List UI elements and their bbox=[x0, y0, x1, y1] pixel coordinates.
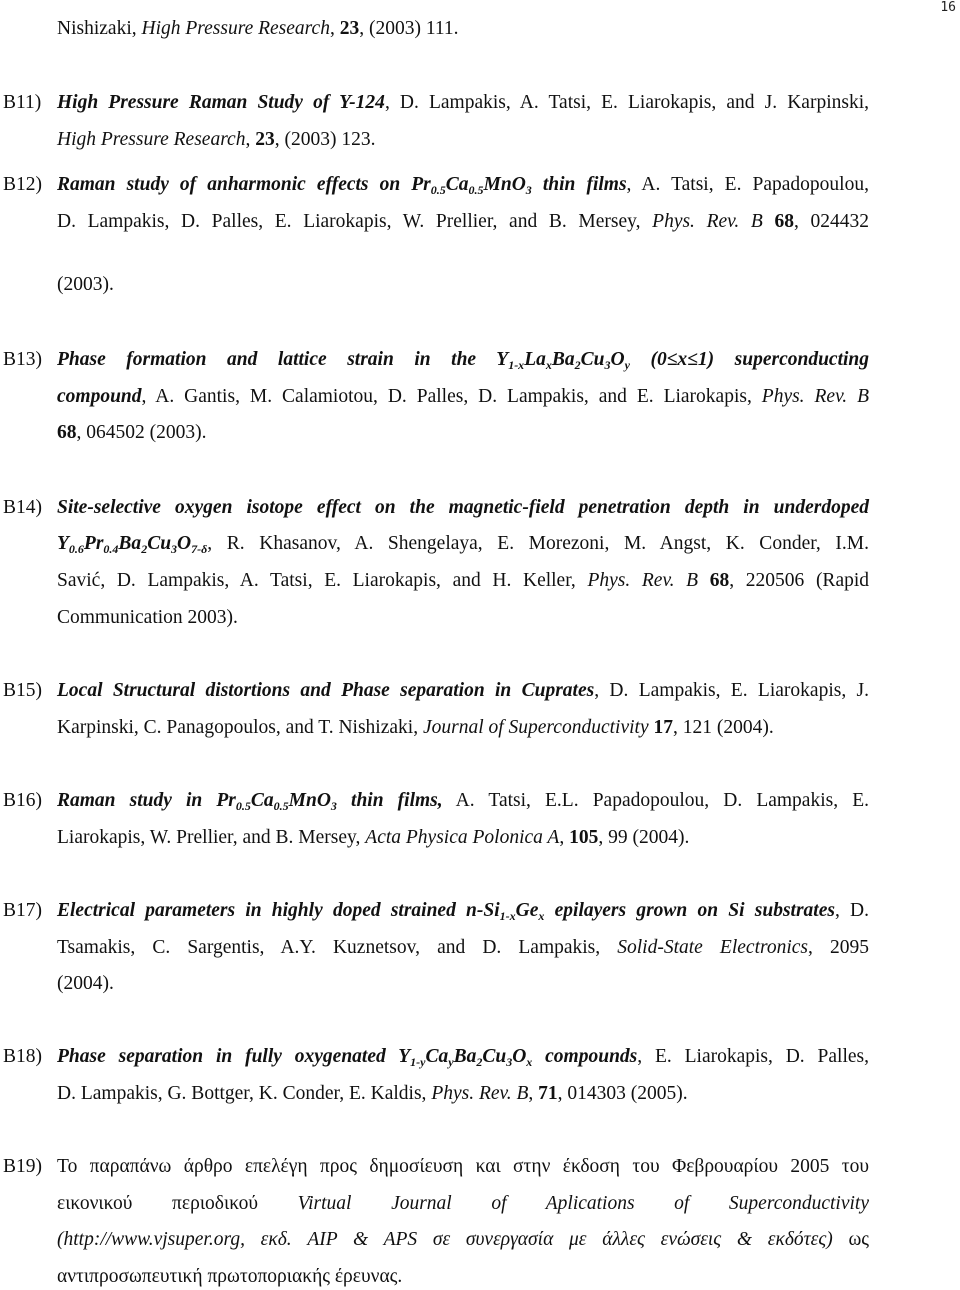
text-run: Journal of Superconductivity bbox=[422, 717, 649, 738]
text-run: Ca bbox=[250, 790, 274, 811]
text-run: , 220506 (Rapid bbox=[729, 570, 870, 591]
reference-line bbox=[57, 385, 869, 409]
reference-line bbox=[57, 1228, 869, 1252]
text-run: , D. bbox=[834, 900, 870, 921]
text-run: High Pressure Research bbox=[57, 129, 246, 150]
reference-line bbox=[57, 606, 869, 630]
text-run: Ba bbox=[453, 1046, 477, 1067]
reference-line bbox=[57, 17, 869, 41]
subscript: 1-x bbox=[499, 909, 516, 923]
text-run: , bbox=[528, 1083, 539, 1104]
text-run: , bbox=[329, 18, 340, 39]
text-run: 68 bbox=[774, 211, 794, 232]
subscript: 2 bbox=[141, 542, 148, 556]
text-run: , 014303 (2005). bbox=[557, 1083, 688, 1104]
text-run: , D. Lampakis, E. Liarokapis, J. bbox=[594, 680, 869, 701]
text-run: (http://www.vjsuper.org, εκδ. AIP & APS σε συνεργασία με άλλες ενώσεις & εκδότες) bbox=[57, 1229, 833, 1250]
text-run: Phys. Rev. B bbox=[761, 386, 870, 407]
reference-line bbox=[57, 679, 869, 703]
text-run: Acta Physica Polonica A bbox=[365, 827, 560, 848]
text-run: (2004). bbox=[57, 973, 114, 994]
reference-line bbox=[57, 936, 869, 960]
subscript: x bbox=[538, 909, 545, 923]
text-run: 105 bbox=[569, 827, 599, 848]
text-run bbox=[698, 570, 710, 591]
text-run: compounds bbox=[532, 1046, 638, 1067]
text-run: Solid-State Electronics bbox=[617, 937, 809, 958]
subscript: 2 bbox=[476, 1055, 483, 1069]
reference-line bbox=[57, 569, 869, 593]
text-run: Ca bbox=[425, 1046, 449, 1067]
text-run: , (2003) 111. bbox=[359, 18, 459, 39]
subscript: x bbox=[545, 358, 552, 372]
reference-line bbox=[57, 972, 869, 996]
text-run: (0≤x≤1) superconducting bbox=[629, 349, 869, 370]
subscript: x bbox=[526, 1055, 533, 1069]
text-run: , A. Gantis, M. Calamiotou, D. Palles, D. Lampakis, and E. Liarokapis, bbox=[141, 386, 762, 407]
text-run: MnO bbox=[483, 174, 526, 195]
subscript: 7-δ bbox=[191, 542, 208, 556]
text-run: Nishizaki, bbox=[57, 18, 142, 39]
text-run: 23 bbox=[255, 129, 275, 150]
reference-line bbox=[57, 128, 869, 152]
reference-line bbox=[57, 421, 869, 445]
reference-line bbox=[57, 789, 869, 813]
page-number: 16 bbox=[940, 0, 956, 15]
text-run: Phys. Rev. B bbox=[587, 570, 699, 591]
reference-label: B11) bbox=[3, 92, 42, 113]
reference-line bbox=[57, 1155, 869, 1179]
reference-line bbox=[57, 273, 869, 297]
text-run: 23 bbox=[339, 18, 360, 39]
reference-line bbox=[57, 1045, 869, 1069]
subscript: 3 bbox=[604, 358, 611, 372]
text-run: Karpinski, C. Panagopoulos, and T. Nishizaki, bbox=[57, 717, 423, 738]
text-run: Pr bbox=[83, 533, 104, 554]
text-run: ως bbox=[832, 1229, 870, 1250]
reference-line bbox=[57, 91, 869, 115]
text-run: Phase formation and lattice strain in the Y bbox=[57, 349, 509, 370]
reference-label: B19) bbox=[3, 1156, 42, 1177]
reference-line bbox=[57, 1082, 869, 1106]
subscript: 3 bbox=[171, 542, 178, 556]
subscript: 3 bbox=[525, 183, 532, 197]
text-run: Y bbox=[57, 533, 69, 554]
subscript: 0.5 bbox=[430, 183, 446, 197]
reference-line bbox=[57, 716, 869, 740]
subscript: 1-x bbox=[508, 358, 525, 372]
text-run: MnO bbox=[288, 790, 331, 811]
text-run: (2003). bbox=[57, 274, 114, 295]
reference-label: B16) bbox=[3, 790, 42, 811]
text-run: D. Lampakis, G. Bottger, K. Conder, E. Kaldis, bbox=[57, 1083, 432, 1104]
reference-line bbox=[57, 1192, 869, 1216]
text-run: D. Lampakis, D. Palles, E. Liarokapis, W. Prellier, and B. Mersey, bbox=[57, 211, 653, 232]
text-run: Cu bbox=[482, 1046, 507, 1067]
text-run: O bbox=[610, 349, 625, 370]
text-run: , E. Liarokapis, D. Palles, bbox=[637, 1046, 869, 1067]
subscript: 0.6 bbox=[68, 542, 84, 556]
text-run: Ca bbox=[445, 174, 469, 195]
text-run: Local Structural distortions and Phase separation in Cuprates bbox=[57, 680, 595, 701]
subscript: 0.5 bbox=[235, 799, 251, 813]
text-run: Ba bbox=[551, 349, 575, 370]
reference-label: B14) bbox=[3, 497, 42, 518]
reference-label: B13) bbox=[3, 349, 42, 370]
subscript: 1-y bbox=[410, 1055, 426, 1069]
reference-line bbox=[57, 348, 869, 372]
reference-label: B18) bbox=[3, 1046, 42, 1067]
text-run: thin films, bbox=[336, 790, 443, 811]
subscript: 3 bbox=[330, 799, 337, 813]
text-run: Phys. Rev. B bbox=[652, 211, 763, 232]
text-run: High Pressure Research bbox=[141, 18, 330, 39]
subscript: 0.4 bbox=[103, 542, 119, 556]
text-run: , 99 (2004). bbox=[598, 827, 690, 848]
text-run: αντιπροσωπευτική πρωτοποριακής έρευνας. bbox=[57, 1266, 403, 1287]
text-run: O bbox=[512, 1046, 527, 1067]
text-run: , 2095 bbox=[808, 937, 870, 958]
text-run: epilayers grown on Si substrates bbox=[544, 900, 835, 921]
text-run: High Pressure Raman Study of Y-124 bbox=[57, 92, 385, 113]
subscript: y bbox=[624, 358, 630, 372]
subscript: y bbox=[448, 1055, 454, 1069]
text-run: , bbox=[559, 827, 570, 848]
text-run: compound bbox=[57, 386, 142, 407]
text-run: Cu bbox=[147, 533, 172, 554]
subscript: 0.5 bbox=[273, 799, 289, 813]
text-run: Communication 2003). bbox=[57, 607, 238, 628]
text-run: 68 bbox=[57, 422, 77, 443]
text-run: 68 bbox=[709, 570, 730, 591]
reference-line bbox=[57, 210, 869, 234]
text-run: O bbox=[177, 533, 192, 554]
text-run: , D. Lampakis, A. Tatsi, E. Liarokapis, and J. Karpinski, bbox=[384, 92, 869, 113]
text-run: , 064502 (2003). bbox=[76, 422, 207, 443]
text-run: Virtual Journal of Aplications of Superconductivity bbox=[297, 1193, 869, 1214]
text-run: Ge bbox=[515, 900, 539, 921]
text-run bbox=[763, 211, 775, 232]
text-run: thin films bbox=[531, 174, 627, 195]
text-run: , R. Khasanov, A. Shengelaya, E. Morezoni, M. Angst, K. Conder, I.M. bbox=[207, 533, 869, 554]
text-run: Το παραπάνω άρθρο επελέγη προς δημοσίευση και στην έκδοση του Φεβρουαρίου 2005 του bbox=[57, 1156, 869, 1177]
text-run: Cu bbox=[580, 349, 605, 370]
text-run: A. Tatsi, E.L. Papadopoulou, D. Lampakis, E. bbox=[442, 790, 869, 811]
subscript: 3 bbox=[506, 1055, 513, 1069]
text-run: Liarokapis, W. Prellier, and B. Mersey, bbox=[57, 827, 366, 848]
text-run: 71 bbox=[538, 1083, 558, 1104]
reference-line bbox=[57, 496, 869, 520]
reference-line bbox=[57, 532, 869, 556]
text-run: , bbox=[245, 129, 256, 150]
text-run: Ba bbox=[118, 533, 142, 554]
text-run: Tsamakis, C. Sargentis, A.Y. Kuznetsov, and D. Lampakis, bbox=[57, 937, 618, 958]
text-run: , 121 (2004). bbox=[672, 717, 774, 738]
text-run: , 024432 bbox=[793, 211, 869, 232]
text-run: La bbox=[524, 349, 546, 370]
reference-label: B12) bbox=[3, 174, 42, 195]
reference-label: B17) bbox=[3, 900, 42, 921]
text-run: Phys. Rev. B bbox=[431, 1083, 529, 1104]
text-run: Raman study in Pr bbox=[57, 790, 236, 811]
text-run: Raman study of anharmonic effects on Pr bbox=[57, 174, 431, 195]
text-run: Phase separation in fully oxygenated Y bbox=[57, 1046, 411, 1067]
text-run: εικονικού περιοδικού bbox=[57, 1193, 298, 1214]
text-run: Electrical parameters in highly doped strained n-Si bbox=[57, 900, 500, 921]
text-run: , (2003) 123. bbox=[274, 129, 376, 150]
reference-label: B15) bbox=[3, 680, 42, 701]
text-run: Savić, D. Lampakis, A. Tatsi, E. Liarokapis, and H. Keller, bbox=[57, 570, 588, 591]
reference-line bbox=[57, 173, 869, 197]
reference-line bbox=[57, 899, 869, 923]
subscript: 0.5 bbox=[468, 183, 484, 197]
reference-line bbox=[57, 1265, 869, 1289]
subscript: 2 bbox=[574, 358, 581, 372]
reference-line bbox=[57, 826, 869, 850]
text-run: , A. Tatsi, E. Papadopoulou, bbox=[626, 174, 869, 195]
text-run: Site-selective oxygen isotope effect on the magnetic-field penetration depth in underdoped bbox=[57, 497, 869, 518]
text-run: 17 bbox=[653, 717, 673, 738]
